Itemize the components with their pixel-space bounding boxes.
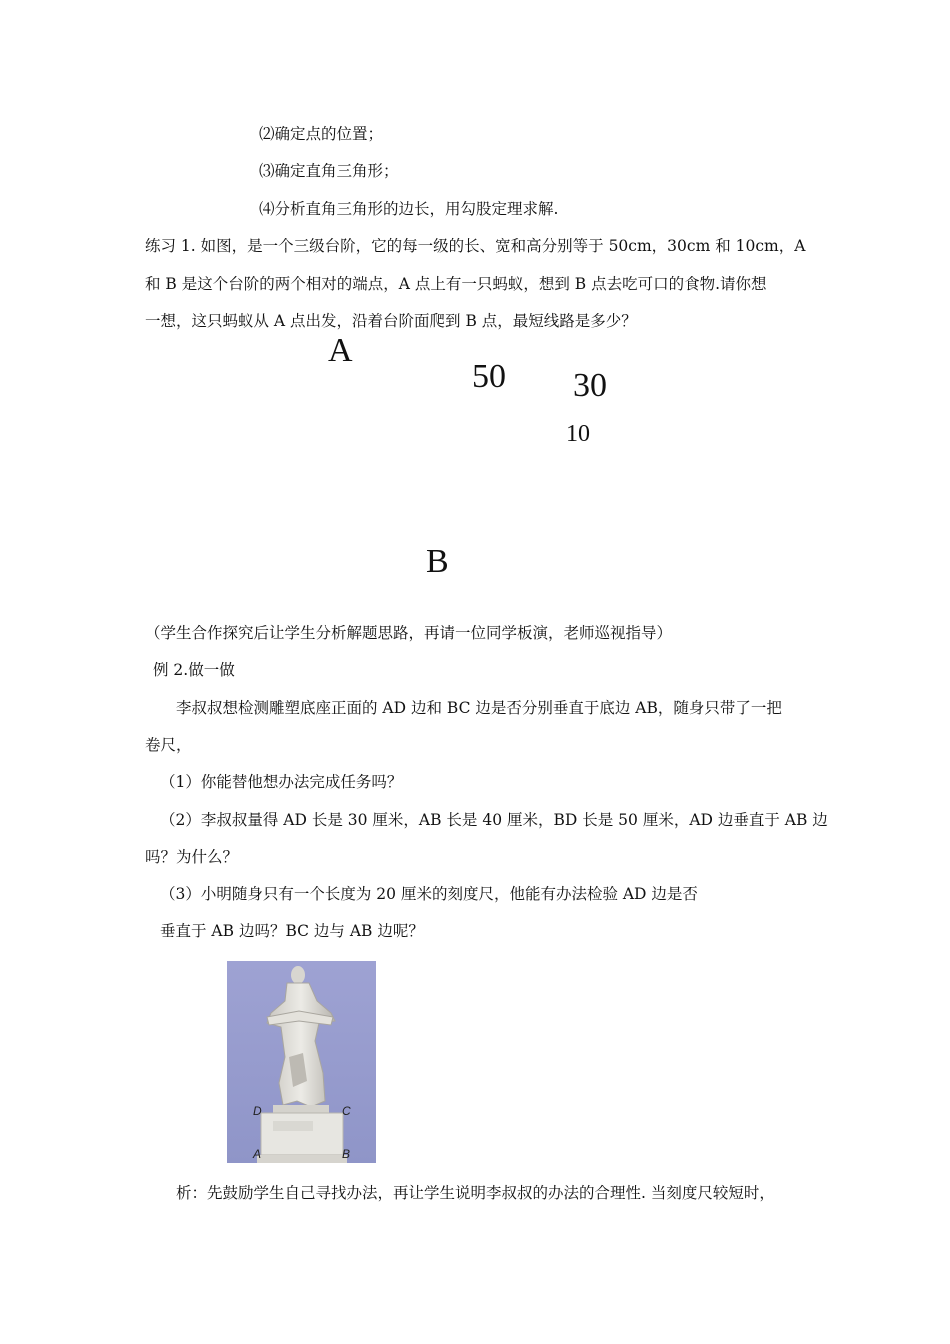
step-3: ⑶确定直角三角形； [259,162,399,180]
diagram-label-50: 50 [472,358,506,395]
example2-q2-line2: 吗？为什么？ [145,848,239,866]
teaching-note: （学生合作探究后让学生分析解题思路，再请一位同学板演，老师巡视指导） [145,624,673,642]
step-2: ⑵确定点的位置； [259,125,384,143]
example2-para1-line2: 卷尺， [145,736,192,754]
exercise1-line3: 一想，这只蚂蚁从 A 点出发，沿着台阶面爬到 B 点，最短线路是多少？ [145,312,637,330]
example2-q2-line1: （2）李叔叔量得 AD 长是 30 厘米，AB 长是 40 厘米，BD 长是 50 厘米，AD 边垂直于 AB 边 [160,811,828,829]
example2-q1: （1）你能替他想办法完成任务吗？ [160,773,403,791]
photo-label-c: C [342,1104,351,1118]
photo-label-d: D [253,1104,262,1118]
photo-label-b: B [342,1147,351,1161]
exercise1-line1: 练习 1. 如图，是一个三级台阶，它的每一级的长、宽和高分别等于 50cm，30cm 和 10cm，A [145,237,806,255]
example2-para1-line1: 李叔叔想检测雕塑底座正面的 AD 边和 BC 边是否分别垂直于底边 AB，随身只带了一把 [176,699,782,717]
example2-heading: 例 2.做一做 [153,661,235,679]
example2-q3-line1: （3）小明随身只有一个长度为 20 厘米的刻度尺，他能有办法检验 AD 边是否 [160,885,698,903]
analysis-text: 析：先鼓励学生自己寻找办法，再让学生说明李叔叔的办法的合理性. 当刻度尺较短时， [176,1184,775,1202]
exercise1-line2: 和 B 是这个台阶的两个相对的端点，A 点上有一只蚂蚁，想到 B 点去吃可口的食物.请你想 [145,275,767,293]
diagram-label-10: 10 [566,421,590,447]
diagram-label-a: A [328,332,353,369]
diagram-label-30: 30 [573,367,607,404]
statue-photo [227,961,376,1163]
step-4: ⑷分析直角三角形的边长，用勾股定理求解. [259,200,559,218]
example2-q3-line2: 垂直于 AB 边吗？BC 边与 AB 边呢？ [160,922,424,940]
diagram-label-b: B [426,543,449,580]
photo-label-a: A [253,1147,262,1161]
